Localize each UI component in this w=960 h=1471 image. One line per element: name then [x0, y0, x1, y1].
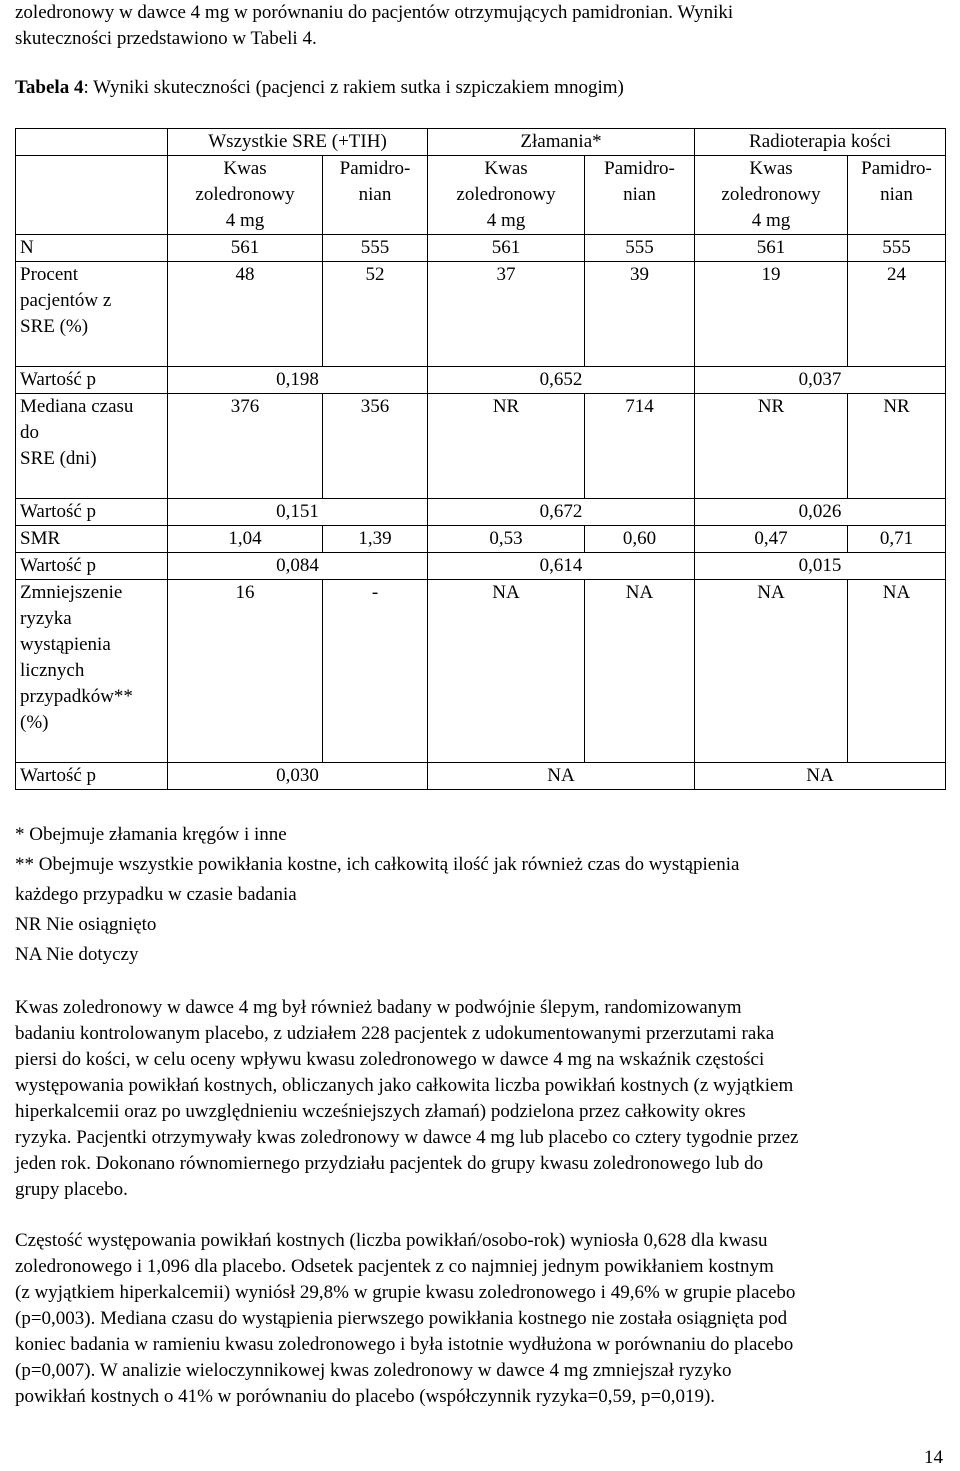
table-cell: NR — [848, 394, 946, 499]
row-label: Zmniejszenie ryzyka wystąpienia licznych przypadków** (%) — [16, 580, 168, 763]
table-cell: 0,151 — [168, 499, 428, 526]
row-label: Mediana czasu do SRE (dni) — [16, 394, 168, 499]
table-cell: NA — [848, 580, 946, 763]
table-cell: 0,030 — [168, 763, 428, 790]
subheader-row — [16, 156, 946, 235]
table-cell: 561 — [168, 235, 323, 262]
table-row — [16, 367, 946, 394]
footnote: ** Obejmuje wszystkie powikłania kostne, ich całkowitą ilość jak również czas do wystąpienia — [15, 854, 740, 875]
text-line: hiperkalcemii oraz po uwzględnieniu wcześniejszych złamań) podzielona przez całkowity okres — [15, 1101, 746, 1122]
row-label: Procent pacjentów z SRE (%) — [16, 262, 168, 367]
text-line: występowania powikłań kostnych, obliczanych jako całkowita liczba powikłań kostnych (z wyjątkiem — [15, 1075, 794, 1096]
table-cell: 0,47 — [695, 526, 848, 553]
table-row — [16, 763, 946, 790]
intro-line: zoledronowy w dawce 4 mg w porównaniu do pacjentów otrzymujących pamidronian. Wyniki — [15, 2, 734, 23]
text-line: Częstość występowania powikłań kostnych (liczba powikłań/osobo-rok) wyniosła 0,628 dla kwasu — [15, 1230, 768, 1251]
table-row — [16, 526, 946, 553]
group-header: Radioterapia kości — [695, 129, 946, 156]
efficacy-table — [15, 128, 946, 790]
text-line: badaniu kontrolowanym placebo, z udziałem 228 pacjentek z udokumentowanymi przerzutami raka — [15, 1023, 775, 1044]
text-line: piersi do kości, w celu oceny wpływu kwasu zoledronowego w dawce 4 mg na wskaźnik częstości — [15, 1049, 765, 1070]
text-line: (p=0,007). W analizie wieloczynnikowej kwas zoledronowy w dawce 4 mg zmniejszał ryzyko — [15, 1360, 732, 1381]
table-cell: 24 — [848, 262, 946, 367]
table-cell: 0,084 — [168, 553, 428, 580]
table-cell: 0,53 — [428, 526, 585, 553]
table-row — [16, 553, 946, 580]
table-cell: 376 — [168, 394, 323, 499]
table-cell: 555 — [848, 235, 946, 262]
footnote: * Obejmuje złamania kręgów i inne — [15, 824, 287, 845]
table-cell: 0,71 — [848, 526, 946, 553]
table-cell: 0,672 — [428, 499, 695, 526]
intro-line: skuteczności przedstawiono w Tabeli 4. — [15, 28, 317, 49]
row-label: Wartość p — [16, 367, 168, 394]
table-cell: 19 — [695, 262, 848, 367]
subheader-zol: Kwas zoledronowy 4 mg — [168, 156, 323, 235]
text-line: zoledronowego i 1,096 dla placebo. Odsetek pacjentek z co najmniej jednym powikłaniem kostnym — [15, 1256, 774, 1277]
row-label: N — [16, 235, 168, 262]
table-cell: 714 — [585, 394, 695, 499]
table-row — [16, 235, 946, 262]
table-row — [16, 580, 946, 763]
subheader-pam: Pamidro- nian — [848, 156, 946, 235]
text-line: ryzyka. Pacjentki otrzymywały kwas zoledronowy w dawce 4 mg lub placebo co cztery tygodnie przez — [15, 1127, 799, 1148]
text-line: (p=0,003). Mediana czasu do wystąpienia pierwszego powikłania kostnego nie została osiągnięta pod — [15, 1308, 788, 1329]
table-row — [16, 499, 946, 526]
subheader-zol: Kwas zoledronowy 4 mg — [695, 156, 848, 235]
text-line: (z wyjątkiem hiperkalcemii) wyniósł 29,8% w grupie kwasu zoledronowego i 49,6% w grupie placebo — [15, 1282, 796, 1303]
table-cell: NA — [428, 580, 585, 763]
table-cell: 1,04 — [168, 526, 323, 553]
row-label: SMR — [16, 526, 168, 553]
footnote: każdego przypadku w czasie badania — [15, 884, 297, 905]
group-header-row — [16, 129, 946, 156]
body-paragraph-2 — [15, 1228, 945, 1410]
table-cell: 561 — [428, 235, 585, 262]
table-cell: 0,026 — [695, 499, 946, 526]
table-caption-text: : Wyniki skuteczności (pacjenci z rakiem sutka i szpiczakiem mnogim) — [83, 77, 624, 98]
text-line: powikłań kostnych o 41% w porównaniu do placebo (współczynnik ryzyka=0,59, p=0,019). — [15, 1386, 716, 1407]
table-cell: 555 — [323, 235, 428, 262]
table-cell: NA — [428, 763, 695, 790]
subheader-zol: Kwas zoledronowy 4 mg — [428, 156, 585, 235]
table-cell: 561 — [695, 235, 848, 262]
table-row — [16, 394, 946, 499]
group-header: Złamania* — [428, 129, 695, 156]
table-cell: 1,39 — [323, 526, 428, 553]
table-cell: 52 — [323, 262, 428, 367]
table-cell: NR — [695, 394, 848, 499]
subheader-pam: Pamidro- nian — [323, 156, 428, 235]
row-label: Wartość p — [16, 763, 168, 790]
table-cell: NR — [428, 394, 585, 499]
table-cell: 0,652 — [428, 367, 695, 394]
table-cell: 0,60 — [585, 526, 695, 553]
table-cell: 37 — [428, 262, 585, 367]
text-line: grupy placebo. — [15, 1179, 128, 1200]
text-line: koniec badania w ramieniu kwasu zoledronowego i była istotnie wydłużona w porównaniu do placebo — [15, 1334, 794, 1355]
table-cell: 0,198 — [168, 367, 428, 394]
table-cell: 48 — [168, 262, 323, 367]
row-label: Wartość p — [16, 553, 168, 580]
table-cell: 0,614 — [428, 553, 695, 580]
footnote: NR Nie osiągnięto — [15, 914, 157, 935]
table-cell: NA — [585, 580, 695, 763]
group-header: Wszystkie SRE (+TIH) — [168, 129, 428, 156]
text-line: Kwas zoledronowy w dawce 4 mg był również badany w podwójnie ślepym, randomizowanym — [15, 997, 742, 1018]
row-label: Wartość p — [16, 499, 168, 526]
subheader-pam: Pamidro- nian — [585, 156, 695, 235]
table-cell: 0,037 — [695, 367, 946, 394]
table-caption — [15, 75, 624, 101]
table-footnotes — [15, 820, 945, 970]
table-cell: NA — [695, 580, 848, 763]
intro-paragraph — [15, 0, 945, 52]
footnote: NA Nie dotyczy — [15, 944, 139, 965]
table-cell: 16 — [168, 580, 323, 763]
table-cell: - — [323, 580, 428, 763]
body-paragraph-1 — [15, 995, 945, 1203]
text-line: jeden rok. Dokonano równomiernego przydziału pacjentek do grupy kwasu zoledronowego lub do — [15, 1153, 764, 1174]
table-cell: NA — [695, 763, 946, 790]
table-cell: 39 — [585, 262, 695, 367]
table-cell: 356 — [323, 394, 428, 499]
page-number: 14 — [924, 1447, 943, 1468]
table-row — [16, 262, 946, 367]
table-cell: 555 — [585, 235, 695, 262]
table-cell: 0,015 — [695, 553, 946, 580]
table-label: Tabela 4 — [15, 77, 84, 98]
